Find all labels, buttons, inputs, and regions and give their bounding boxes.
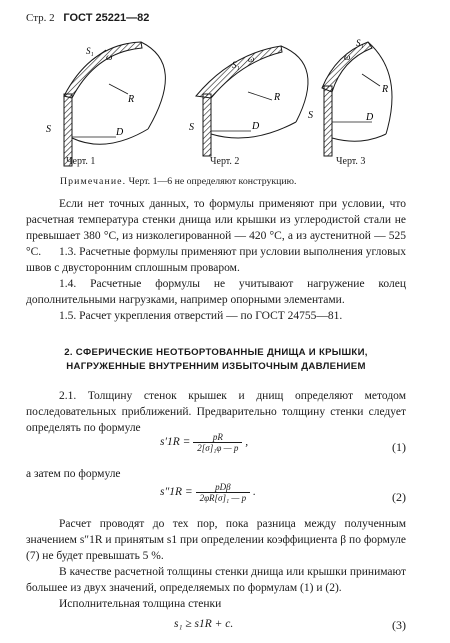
paragraph-2-1: 2.1. Толщину стенок крышек и днищ определяют методом последовательных приближений. Предварительно толщину стенки следует определять по формуле bbox=[26, 390, 406, 434]
figure-1 bbox=[46, 42, 165, 166]
figure-3 bbox=[308, 38, 392, 156]
paragraph-calculation: Расчет проводят до тех пор, пока разница между полученным значением s″1R и принятым s1 при определении коэффициента β по формуле (7) не будет превышать 5 %. bbox=[26, 518, 406, 562]
fig1-label-s1: S₁ bbox=[86, 46, 94, 56]
formula-2-denominator: 2φR[σ]₁ — p bbox=[199, 493, 247, 503]
fig3-label-s: S bbox=[308, 110, 313, 121]
paragraph-1-5: 1.5. Расчет укрепления отверстий — по ГОСТ 24755—81. bbox=[59, 310, 343, 322]
equation-number-2: (2) bbox=[392, 490, 406, 504]
caption-fig2: Черт. 2 bbox=[210, 156, 240, 167]
fig3-label-omega: ω bbox=[344, 52, 351, 62]
page-number: Стр. 2 bbox=[26, 12, 55, 24]
caption-fig3: Черт. 3 bbox=[336, 156, 366, 167]
equation-number-3: (3) bbox=[392, 618, 406, 632]
note-label: Примечание. bbox=[60, 176, 127, 187]
fig3-label-r: R bbox=[382, 84, 389, 95]
standard-number: ГОСТ 25221—82 bbox=[63, 12, 150, 24]
formula-1-lhs: s′1R = bbox=[160, 436, 191, 449]
page-header bbox=[26, 12, 149, 24]
paragraph-conditions: Если нет точных данных, то формулы применяют при условии, что расчетная температура стенки днища или крышки из углеродистой стали не превышает 380 °С, из низколегированной — 420 °С, а из аустенитной — 525 °С. bbox=[26, 198, 406, 258]
note bbox=[60, 176, 296, 187]
fig1-label-omega: ω bbox=[106, 52, 113, 62]
fig2-label-r: R bbox=[274, 92, 281, 103]
formula-1-tail: , bbox=[245, 436, 249, 449]
fig1-label-s: S bbox=[46, 124, 51, 135]
figures-drawing bbox=[36, 34, 406, 174]
formula-2-fraction bbox=[196, 482, 251, 503]
formula-1-denominator: 2[σ]₁φ — p bbox=[197, 443, 239, 453]
note-text: Черт. 1—6 не определяют конструкцию. bbox=[128, 176, 297, 187]
fig3-label-s1: S₁ bbox=[356, 38, 364, 48]
formula-1 bbox=[160, 432, 248, 453]
fig2-label-omega: ω bbox=[248, 54, 255, 64]
paragraph-then: а затем по формуле bbox=[26, 468, 121, 480]
fig2-label-d: D bbox=[252, 121, 260, 132]
paragraph-1-4: 1.4. Расчетные формулы не учитывают нагружение колец дополнительными нагрузками, например опорными элементами. bbox=[26, 278, 406, 306]
equation-number-1: (1) bbox=[392, 440, 406, 454]
fig3-label-d: D bbox=[366, 112, 374, 123]
paragraph-executive: Исполнительная толщина стенки bbox=[59, 598, 222, 610]
figures-block bbox=[36, 34, 406, 174]
formula-2 bbox=[160, 482, 256, 503]
formula-2-lhs: s″1R = bbox=[160, 486, 193, 499]
fig2-label-s: S bbox=[189, 122, 194, 133]
formula-1-fraction bbox=[193, 432, 242, 453]
formula-3: s₁ ≥ s1R + c. bbox=[174, 618, 234, 630]
fig1-label-r: R bbox=[128, 94, 135, 105]
figure-2 bbox=[189, 46, 308, 156]
fig1-label-d: D bbox=[116, 127, 124, 138]
caption-fig1: Черт. 1 bbox=[66, 156, 96, 167]
formula-2-tail: . bbox=[253, 486, 256, 499]
paragraph-1-3: 1.3. Расчетные формулы применяют при условии выполнения угловых швов с двусторонним сплошным проваром. bbox=[26, 246, 406, 274]
formula-2-numerator: pDβ bbox=[196, 482, 251, 493]
section-title-line2: НАГРУЖЕННЫЕ ВНУТРЕННИМ ИЗБЫТОЧНЫМ ДАВЛЕНИЕМ bbox=[66, 361, 366, 372]
fig2-label-s1: S₁ bbox=[232, 60, 240, 70]
formula-1-numerator: pR bbox=[193, 432, 242, 443]
paragraph-choice: В качестве расчетной толщины стенки днища или крышки принимают большее из двух значений, определяемых по формулам (1) и (2). bbox=[26, 566, 406, 594]
section-title-line1: 2. СФЕРИЧЕСКИЕ НЕОТБОРТОВАННЫЕ ДНИЩА И КРЫШКИ, bbox=[64, 347, 368, 358]
